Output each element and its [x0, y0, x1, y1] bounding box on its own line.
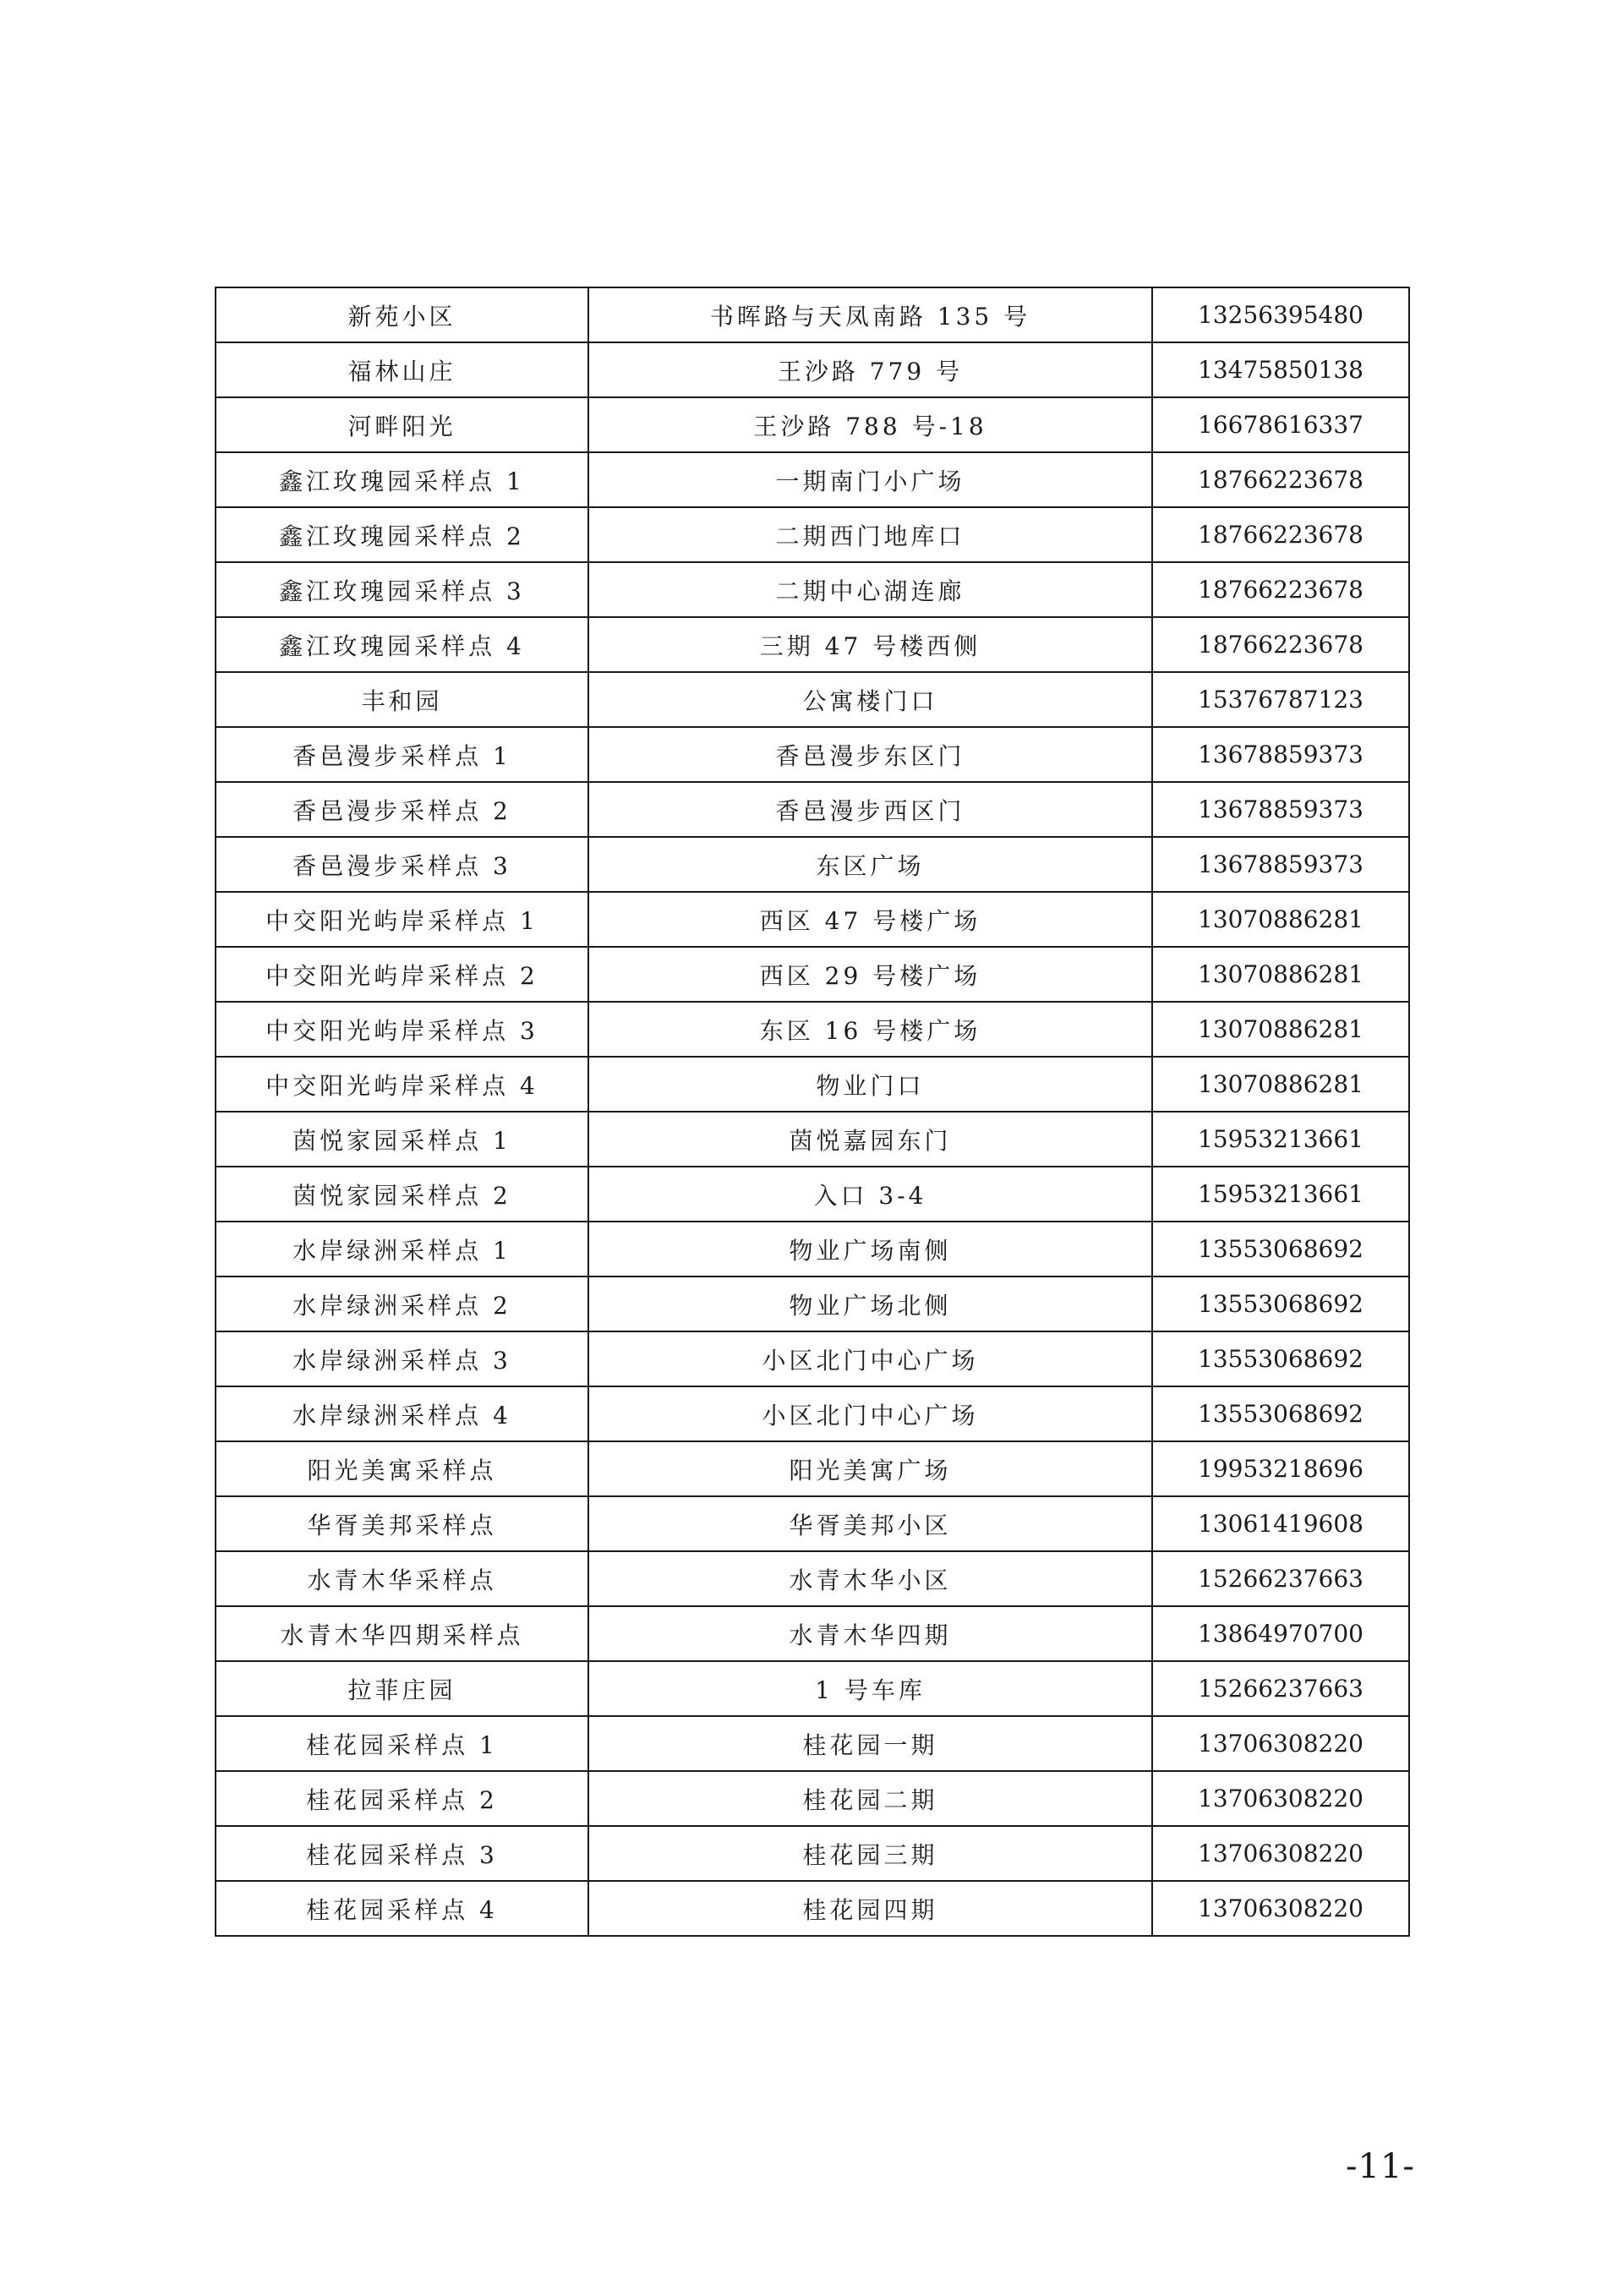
table-row: [216, 782, 1409, 837]
site-name-cell: 河畔阳光: [216, 397, 588, 452]
site-name-cell: 香邑漫步采样点 1: [216, 727, 588, 782]
phone-cell: 13256395480: [1152, 287, 1409, 342]
address-cell: 一期南门小广场: [588, 452, 1152, 507]
address-cell: 二期西门地库口: [588, 507, 1152, 562]
site-name-cell: 阳光美寓采样点: [216, 1441, 588, 1496]
address-cell: 物业广场北侧: [588, 1276, 1152, 1331]
table-row: [216, 1222, 1409, 1276]
table-row: [216, 562, 1409, 617]
table-row: [216, 287, 1409, 342]
site-name-cell: 鑫江玫瑰园采样点 1: [216, 452, 588, 507]
site-name-cell: 鑫江玫瑰园采样点 4: [216, 617, 588, 672]
phone-cell: 18766223678: [1152, 617, 1409, 672]
site-name-cell: 新苑小区: [216, 287, 588, 342]
address-cell: 桂花园一期: [588, 1716, 1152, 1771]
site-name-cell: 华胥美邦采样点: [216, 1496, 588, 1551]
site-name-cell: 鑫江玫瑰园采样点 3: [216, 562, 588, 617]
table-row: [216, 947, 1409, 1002]
phone-cell: 13678859373: [1152, 782, 1409, 837]
phone-cell: 15953213661: [1152, 1167, 1409, 1222]
address-cell: 水青木华四期: [588, 1606, 1152, 1661]
address-cell: 小区北门中心广场: [588, 1386, 1152, 1441]
table-row: [216, 1441, 1409, 1496]
phone-cell: 15266237663: [1152, 1661, 1409, 1716]
table-row: [216, 1057, 1409, 1112]
site-name-cell: 水青木华采样点: [216, 1551, 588, 1606]
site-name-cell: 桂花园采样点 3: [216, 1826, 588, 1881]
phone-cell: 18766223678: [1152, 507, 1409, 562]
table-row: [216, 1112, 1409, 1167]
phone-cell: 13678859373: [1152, 727, 1409, 782]
table-row: [216, 1331, 1409, 1386]
site-name-cell: 桂花园采样点 2: [216, 1771, 588, 1826]
site-name-cell: 水岸绿洲采样点 1: [216, 1222, 588, 1276]
phone-cell: 13070886281: [1152, 947, 1409, 1002]
address-cell: 阳光美寓广场: [588, 1441, 1152, 1496]
table-body: [216, 287, 1409, 1936]
phone-cell: 15266237663: [1152, 1551, 1409, 1606]
address-cell: 茵悦嘉园东门: [588, 1112, 1152, 1167]
phone-cell: 13553068692: [1152, 1222, 1409, 1276]
address-cell: 华胥美邦小区: [588, 1496, 1152, 1551]
address-cell: 物业广场南侧: [588, 1222, 1152, 1276]
phone-cell: 13864970700: [1152, 1606, 1409, 1661]
table-row: [216, 1606, 1409, 1661]
phone-cell: 19953218696: [1152, 1441, 1409, 1496]
address-cell: 东区广场: [588, 837, 1152, 892]
table-row: [216, 1716, 1409, 1771]
table-row: [216, 507, 1409, 562]
table-row: [216, 452, 1409, 507]
address-cell: 桂花园三期: [588, 1826, 1152, 1881]
site-name-cell: 茵悦家园采样点 1: [216, 1112, 588, 1167]
phone-cell: 13706308220: [1152, 1881, 1409, 1936]
address-cell: 王沙路 788 号-18: [588, 397, 1152, 452]
site-name-cell: 香邑漫步采样点 3: [216, 837, 588, 892]
site-name-cell: 水岸绿洲采样点 2: [216, 1276, 588, 1331]
address-cell: 书晖路与天凤南路 135 号: [588, 287, 1152, 342]
table-row: [216, 617, 1409, 672]
phone-cell: 13070886281: [1152, 892, 1409, 947]
site-name-cell: 中交阳光屿岸采样点 1: [216, 892, 588, 947]
site-name-cell: 福林山庄: [216, 342, 588, 397]
address-cell: 东区 16 号楼广场: [588, 1002, 1152, 1057]
table-row: [216, 1826, 1409, 1881]
address-cell: 1 号车库: [588, 1661, 1152, 1716]
address-cell: 公寓楼门口: [588, 672, 1152, 727]
phone-cell: 13070886281: [1152, 1057, 1409, 1112]
phone-cell: 18766223678: [1152, 452, 1409, 507]
site-name-cell: 茵悦家园采样点 2: [216, 1167, 588, 1222]
phone-cell: 13678859373: [1152, 837, 1409, 892]
phone-cell: 13553068692: [1152, 1276, 1409, 1331]
phone-cell: 13475850138: [1152, 342, 1409, 397]
address-cell: 王沙路 779 号: [588, 342, 1152, 397]
address-cell: 入口 3-4: [588, 1167, 1152, 1222]
site-name-cell: 水青木华四期采样点: [216, 1606, 588, 1661]
table-row: [216, 1167, 1409, 1222]
table-row: [216, 1881, 1409, 1936]
table-row: [216, 1496, 1409, 1551]
address-cell: 香邑漫步东区门: [588, 727, 1152, 782]
table-row: [216, 1386, 1409, 1441]
site-name-cell: 水岸绿洲采样点 4: [216, 1386, 588, 1441]
address-cell: 香邑漫步西区门: [588, 782, 1152, 837]
table-row: [216, 342, 1409, 397]
site-name-cell: 中交阳光屿岸采样点 2: [216, 947, 588, 1002]
sampling-sites-table: [215, 287, 1410, 1937]
address-cell: 水青木华小区: [588, 1551, 1152, 1606]
phone-cell: 13553068692: [1152, 1331, 1409, 1386]
phone-cell: 15953213661: [1152, 1112, 1409, 1167]
table-row: [216, 727, 1409, 782]
table-row: [216, 1551, 1409, 1606]
table-row: [216, 1002, 1409, 1057]
table-row: [216, 397, 1409, 452]
table-row: [216, 1771, 1409, 1826]
table-row: [216, 1276, 1409, 1331]
address-cell: 二期中心湖连廊: [588, 562, 1152, 617]
phone-cell: 13706308220: [1152, 1771, 1409, 1826]
site-name-cell: 丰和园: [216, 672, 588, 727]
phone-cell: 13706308220: [1152, 1716, 1409, 1771]
phone-cell: 16678616337: [1152, 397, 1409, 452]
table-row: [216, 892, 1409, 947]
site-name-cell: 中交阳光屿岸采样点 3: [216, 1002, 588, 1057]
page-number: -11-: [1346, 2147, 1415, 2186]
phone-cell: 18766223678: [1152, 562, 1409, 617]
site-name-cell: 桂花园采样点 1: [216, 1716, 588, 1771]
phone-cell: 13706308220: [1152, 1826, 1409, 1881]
site-name-cell: 香邑漫步采样点 2: [216, 782, 588, 837]
phone-cell: 13070886281: [1152, 1002, 1409, 1057]
address-cell: 桂花园二期: [588, 1771, 1152, 1826]
phone-cell: 13061419608: [1152, 1496, 1409, 1551]
table-row: [216, 672, 1409, 727]
address-cell: 西区 47 号楼广场: [588, 892, 1152, 947]
address-cell: 物业门口: [588, 1057, 1152, 1112]
address-cell: 桂花园四期: [588, 1881, 1152, 1936]
phone-cell: 13553068692: [1152, 1386, 1409, 1441]
table-row: [216, 1661, 1409, 1716]
site-name-cell: 水岸绿洲采样点 3: [216, 1331, 588, 1386]
phone-cell: 15376787123: [1152, 672, 1409, 727]
site-name-cell: 拉菲庄园: [216, 1661, 588, 1716]
address-cell: 小区北门中心广场: [588, 1331, 1152, 1386]
table-row: [216, 837, 1409, 892]
address-cell: 三期 47 号楼西侧: [588, 617, 1152, 672]
site-name-cell: 鑫江玫瑰园采样点 2: [216, 507, 588, 562]
site-name-cell: 中交阳光屿岸采样点 4: [216, 1057, 588, 1112]
address-cell: 西区 29 号楼广场: [588, 947, 1152, 1002]
site-name-cell: 桂花园采样点 4: [216, 1881, 588, 1936]
